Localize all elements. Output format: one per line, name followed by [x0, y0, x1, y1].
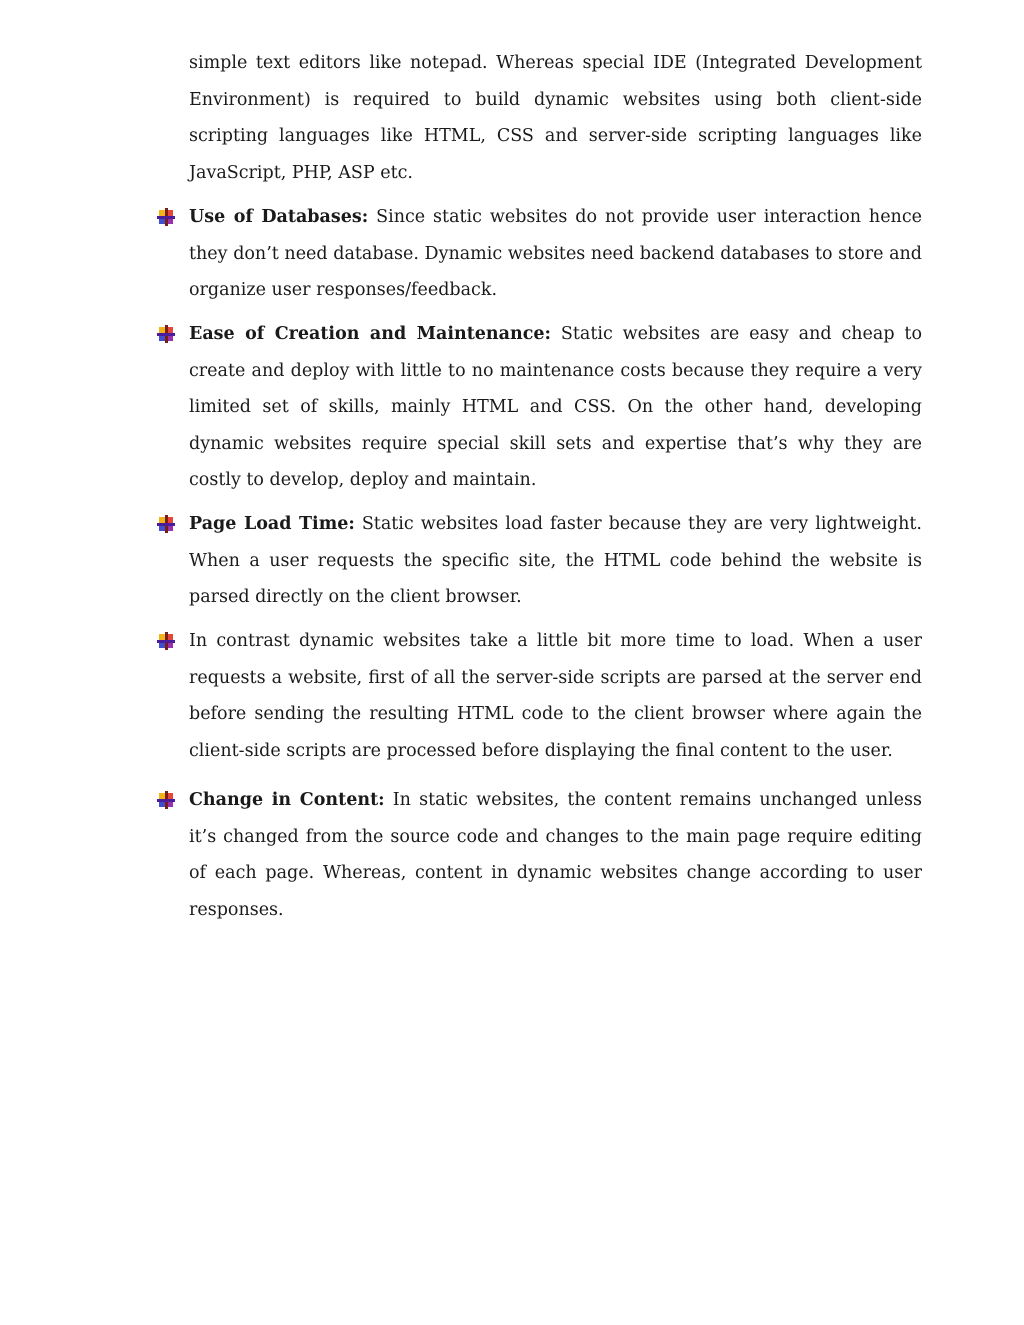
item-term: Use of Databases:: [189, 207, 369, 227]
bullet-icon: [157, 632, 175, 650]
bullet-icon: [157, 325, 175, 343]
item-text: Since static websites do not provide user interaction hence they don’t need database. Dynamic websites need backend databases to store and organize user responses/feedback.: [189, 207, 922, 301]
bullet-icon: [157, 208, 175, 226]
item-term: Ease of Creation and Maintenance:: [189, 324, 551, 344]
item-term: Change in Content:: [189, 790, 385, 810]
item-text: In static websites, the content remains unchanged unless it’s changed from the source code and changes to the main page require editing of each page. Whereas, content in dynamic websites change according to user responses.: [189, 790, 923, 920]
list-item: [189, 506, 922, 616]
item-text: In contrast dynamic websites take a little bit more time to load. When a user requests a website, first of all the server-side scripts are parsed at the server end before sending the resulting HTML code to the client browser where again the client-side scripts are processed before displaying the final content to the user.: [189, 631, 922, 761]
list-item: [189, 623, 922, 769]
item-text: Static websites load faster because they are very lightweight. When a user requests the specific site, the HTML code behind the website is parsed directly on the client browser.: [189, 514, 922, 608]
continuation-paragraph: [189, 45, 922, 191]
list-item: [189, 199, 922, 309]
list-item: [189, 316, 922, 499]
bullet-icon: [157, 515, 175, 533]
continuation-text: simple text editors like notepad. Whereas special IDE (Integrated Development Environment) is required to build dynamic websites using both client-side scripting languages like HTML, CSS and server-side scripting languages like JavaScript, PHP, ASP etc.: [189, 53, 922, 183]
bullet-icon: [157, 791, 175, 809]
item-term: Page Load Time:: [189, 514, 355, 534]
item-text: Static websites are easy and cheap to create and deploy with little to no maintenance costs because they require a very limited set of skills, mainly HTML and CSS. On the other hand, developing dynamic websites require special skill sets and expertise that’s why they are costly to develop, deploy and maintain.: [189, 324, 922, 491]
list-item: [189, 782, 922, 928]
